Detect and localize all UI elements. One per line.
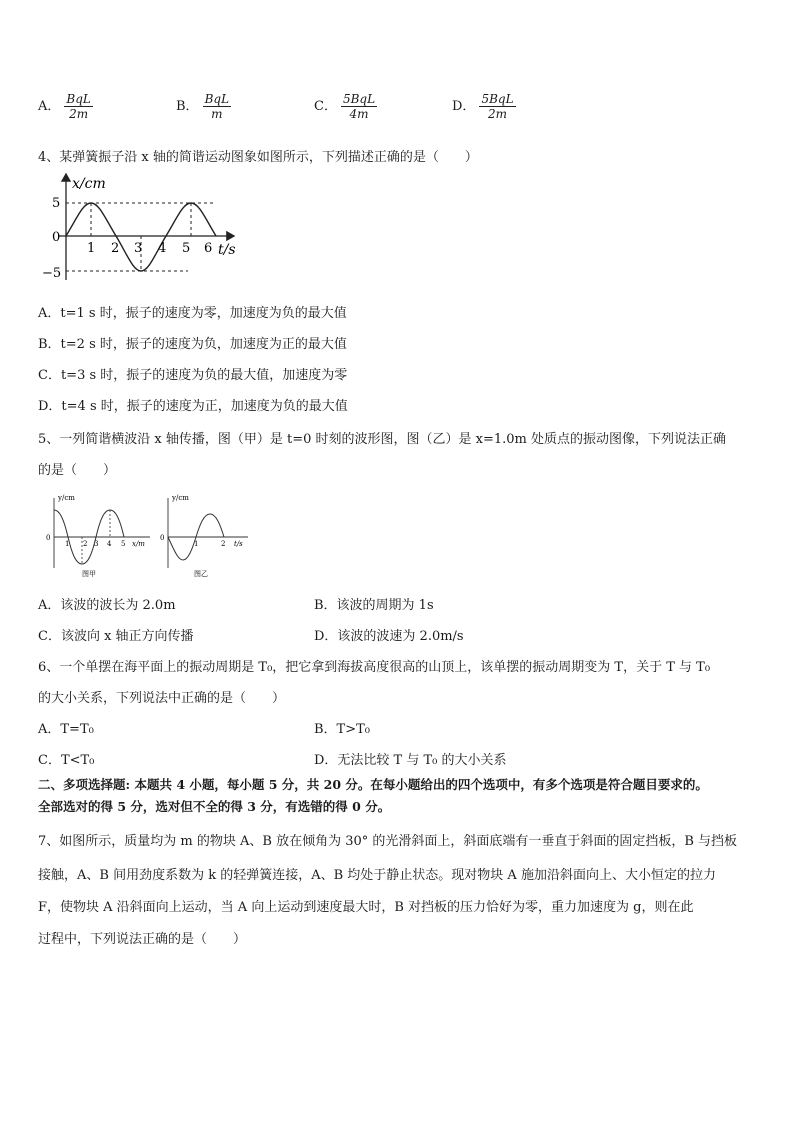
q3-option-b-label: B． (176, 99, 199, 114)
q4-x-tick-1: 1 (87, 241, 96, 256)
q7-stem-line4: 过程中，下列说法正确的是（ ） (38, 932, 247, 947)
q4-option-b[interactable]: B．t=2 s 时，振子的速度为负，加速度为正的最大值 (38, 337, 347, 352)
q4-x-tick-5: 5 (182, 241, 191, 256)
q3-option-a-numerator: BqL (66, 92, 91, 106)
q3-option-c-fraction (341, 92, 377, 121)
q5-fig-a-caption: 图甲 (82, 570, 96, 578)
q6-option-a[interactable]: A．T=T₀ (38, 722, 94, 737)
q5-option-b[interactable]: B．该波的周期为 1s (314, 598, 434, 613)
q5-fig-a-tick-4: 4 (107, 540, 112, 548)
q3-option-b-numerator: BqL (204, 92, 230, 106)
q5-fig-a-x-label: x/m (132, 540, 145, 548)
q6-option-b[interactable]: B．T>T₀ (314, 722, 370, 737)
q3-option-d-label: D． (452, 99, 476, 114)
q3-option-c-denominator: 4m (349, 107, 369, 121)
q5-fig-a-tick-2: 2 (83, 540, 88, 548)
q3-option-d-numerator: 5BqL (481, 92, 514, 106)
q5-fig-a-tick-5: 5 (121, 540, 126, 548)
q5-stem-line1: 5、一列简谐横波沿 x 轴传播，图（甲）是 t=0 时刻的波形图，图（乙）是 x=1.0m 处质点的振动图像，下列说法正确 (38, 432, 727, 447)
q6-stem-line2: 的大小关系，下列说法中正确的是（ ） (38, 691, 286, 706)
q6-option-c[interactable]: C．T<T₀ (38, 753, 95, 768)
q5-fig-b-caption: 图乙 (194, 570, 208, 578)
q4-y-tick-neg5: −5 (42, 266, 62, 281)
q4-stem: 4、某弹簧振子沿 x 轴的简谐运动图象如图所示，下列描述正确的是（ ） (38, 150, 478, 165)
q5-option-a[interactable]: A．该波的波长为 2.0m (38, 598, 176, 613)
q5-fig-b-tick-1: 1 (194, 540, 199, 548)
q4-x-tick-4: 4 (158, 241, 167, 256)
q3-option-a-label: A． (38, 99, 61, 114)
q5-fig-a-origin: 0 (46, 534, 51, 542)
q4-y-tick-5: 5 (52, 196, 61, 211)
q5-figures (38, 490, 268, 578)
q3-option-c-numerator: 5BqL (342, 92, 376, 106)
q6-stem-line1: 6、一个单摆在海平面上的振动周期是 T₀，把它拿到海拔高度很高的山顶上，该单摆的振动周期变为 T，关于 T 与 T₀ (38, 660, 711, 675)
q3-option-a-fraction (64, 92, 92, 121)
q5-stem-line2: 的是（ ） (38, 463, 117, 478)
q4-option-c[interactable]: C．t=3 s 时，振子的速度为负的最大值，加速度为零 (38, 368, 348, 383)
section2-heading-line2: 全部选对的得 5 分，选对但不全的得 3 分，有选错的得 0 分。 (38, 799, 391, 814)
q5-fig-b-origin: 0 (160, 534, 165, 542)
q4-x-tick-6: 6 (204, 241, 213, 256)
q5-fig-b-x-label: t/s (234, 540, 243, 548)
q3-option-b[interactable] (176, 92, 231, 121)
section2-heading-line1: 二、多项选择题: 本题共 4 小题，每小题 5 分，共 20 分。在每小题给出的四个选项中，有多个选项是符合题目要求的。 (38, 777, 708, 792)
q6-option-d[interactable]: D．无法比较 T 与 T₀ 的大小关系 (314, 753, 507, 768)
q5-fig-a-tick-3: 3 (94, 540, 99, 548)
q3-option-c[interactable] (314, 92, 377, 121)
q4-x-axis-label: t/s (218, 242, 236, 258)
q3-option-d[interactable] (452, 92, 516, 121)
q4-x-tick-3: 3 (134, 241, 143, 256)
q5-fig-a-y-label: y/cm (58, 494, 75, 502)
q3-option-a-denominator: 2m (69, 107, 89, 121)
q5-fig-b-tick-2: 2 (221, 540, 226, 548)
q3-option-a[interactable] (38, 92, 93, 121)
q7-stem-line3: F，使物块 A 沿斜面向上运动，当 A 向上运动到速度最大时，B 对挡板的压力恰好为零，重力加速度为 g，则在此 (38, 900, 694, 915)
q4-x-tick-2: 2 (111, 241, 120, 256)
q5-fig-a-tick-1: 1 (65, 540, 70, 548)
q4-shm-graph (38, 168, 248, 286)
q4-y-tick-0: 0 (52, 230, 61, 245)
q4-option-a[interactable]: A．t=1 s 时，振子的速度为零，加速度为负的最大值 (38, 306, 347, 321)
q3-option-d-denominator: 2m (487, 107, 507, 121)
q7-stem-line1: 7、如图所示，质量均为 m 的物块 A、B 放在倾角为 30° 的光滑斜面上，斜面底端有一垂直于斜面的固定挡板，B 与挡板 (38, 834, 738, 849)
q3-option-c-label: C． (314, 99, 337, 114)
q4-y-axis-label: x/cm (72, 176, 106, 192)
q4-option-d[interactable]: D．t=4 s 时，振子的速度为正，加速度为负的最大值 (38, 399, 348, 414)
q5-option-c[interactable]: C．该波向 x 轴正方向传播 (38, 629, 194, 644)
q5-fig-b-y-label: y/cm (172, 494, 189, 502)
q3-option-b-fraction (203, 92, 231, 121)
q3-option-b-denominator: m (211, 107, 223, 121)
q7-stem-line2: 接触，A、B 间用劲度系数为 k 的轻弹簧连接，A、B 均处于静止状态。现对物块 A 施加沿斜面向上、大小恒定的拉力 (38, 868, 716, 883)
q3-option-d-fraction (479, 92, 515, 121)
q5-option-d[interactable]: D．该波的波速为 2.0m/s (314, 629, 464, 644)
